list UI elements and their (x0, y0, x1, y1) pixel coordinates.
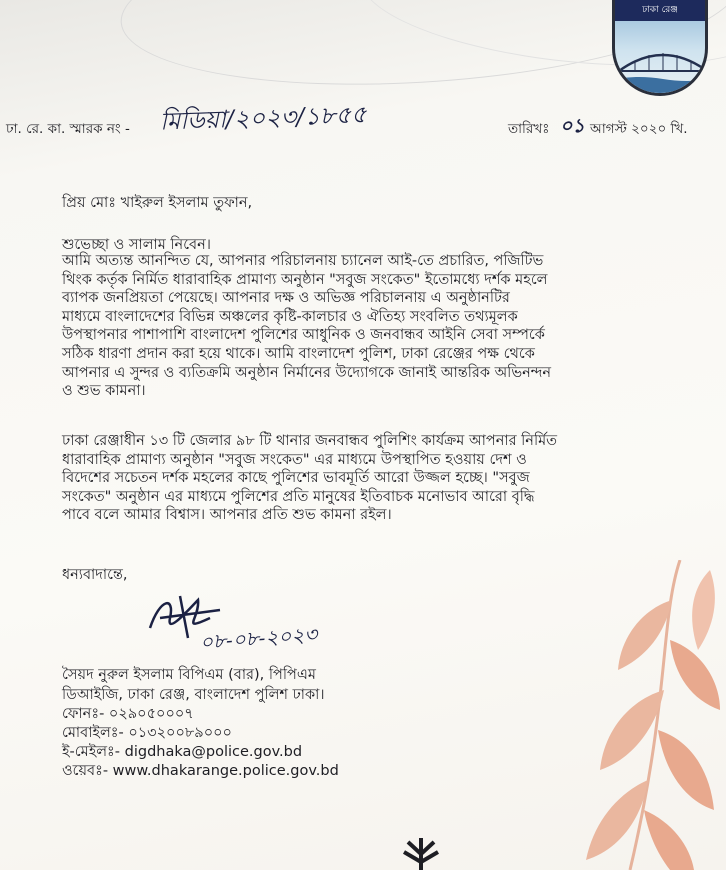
paragraph-line: ধারাবাহিক প্রামাণ্য অনুষ্ঠান "সবুজ সংকেত" এর মাধ্যমে উপস্থাপিত হওয়ায় দেশ ও (62, 451, 527, 468)
paragraph-line: থিংক কর্তৃক নির্মিত ধারাবাহিক প্রামাণ্য অনুষ্ঠান "সবুজ সংকেত" ইতোমধ্যে দর্শক মহলে (62, 271, 548, 288)
paragraph-line: সংকেত" অনুষ্ঠান এর মাধ্যমে পুলিশের প্রতি মানুষের ইতিবাচক মনোভাব আরো বৃদ্ধি (62, 488, 535, 505)
paragraph-line: আমি অত্যন্ত আনন্দিত যে, আপনার পরিচালনায় চ্যানেল আই-তে প্রচারিত, পজিটিভ (62, 253, 544, 269)
paragraph-line: ও শুভ কামনা। (62, 383, 146, 400)
greeting: শুভেচ্ছা ও সালাম নিবেন। (62, 237, 211, 253)
paragraph-line: উপস্থাপনার পাশাপাশি বাংলাদেশ পুলিশের আধুনিক ও জনবান্ধব আইনি সেবা সম্পর্কে (62, 327, 545, 344)
paragraph-line: আপনার এ সুন্দর ও ব্যতিক্রমি অনুষ্ঠান নির্মানের উদ্যোগকে জানাই আন্তরিক অভিনন্দন (62, 364, 552, 381)
body-paragraph-1 (62, 252, 632, 401)
signatory-name: সৈয়দ নুরুল ইসলাম বিপিএম (বার), পিপিএম (62, 667, 316, 683)
dhaka-range-emblem (612, 0, 708, 96)
paragraph-line: সঠিক ধারণা প্রদান করা হয়ে থাকে। আমি বাংলাদেশ পুলিশ, ঢাকা রেঞ্জের পক্ষ থেকে (62, 345, 535, 362)
signatory-mobile: মোবাইলঃ- ০১৩২০০৮৯০০০ (62, 725, 232, 741)
paragraph-line: বিদেশের সচেতন দর্শক মহলের কাছে পুলিশের ভাবমূর্তি আরো উজ্জল হচ্ছে। "সবুজ (62, 470, 530, 487)
salutation: প্রিয় মোঃ খাইরুল ইসলাম তুফান, (62, 195, 253, 211)
paragraph-line: পাবে বলে আমার বিশ্বাস। আপনার প্রতি শুভ কামনা রইল। (62, 507, 392, 524)
memo-label: ঢা. রে. কা. স্মারক নং - (6, 121, 130, 137)
memo-number-handwritten: মিডিয়া/২০২৩/১৮৫৫ (159, 100, 368, 136)
paragraph-line: ব্যাপক জনপ্রিয়তা পেয়েছে। আপনার দক্ষ ও অভিজ্ঞ পরিচালনায় এ অনুষ্ঠানটির (62, 290, 510, 307)
date-label: তারিখঃ (508, 121, 550, 137)
decorative-leaf-graphic (560, 560, 726, 870)
body-paragraph-2 (62, 432, 632, 525)
closing: ধন্যবাদান্তে, (62, 567, 128, 583)
signature-date: ০৮-০৮-২০২৩ (199, 621, 319, 655)
bridge-icon (615, 19, 708, 96)
paragraph-line: মাধ্যমে বাংলাদেশের বিভিন্ন অঞ্চলের কৃষ্টি-কালচার ও ঐতিহ্য সংবলিত তথ্যমূলক (62, 308, 518, 325)
signatory-email: ই-মেইলঃ- digdhaka@police.gov.bd (62, 744, 303, 760)
signatory-designation: ডিআইজি, ঢাকা রেঞ্জ, বাংলাদেশ পুলিশ ঢাকা। (62, 687, 325, 703)
signatory-phone: ফোনঃ- ০২৯০৫০০০৭ (62, 706, 194, 722)
date-handwritten: ০১ (560, 115, 585, 137)
paragraph-line: ঢাকা রেঞ্জাধীন ১৩ টি জেলার ৯৮ টি থানার জনবান্ধব পুলিশিং কার্যক্রম আপনার নির্মিত (62, 433, 558, 449)
emblem-band-label: ঢাকা রেঞ্জ (615, 0, 705, 21)
date-suffix: আগস্ট ২০২০ খি. (590, 121, 688, 137)
signatory-web: ওয়েবঃ- www.dhakarange.police.gov.bd (62, 763, 339, 779)
decorative-sprig (396, 834, 446, 870)
